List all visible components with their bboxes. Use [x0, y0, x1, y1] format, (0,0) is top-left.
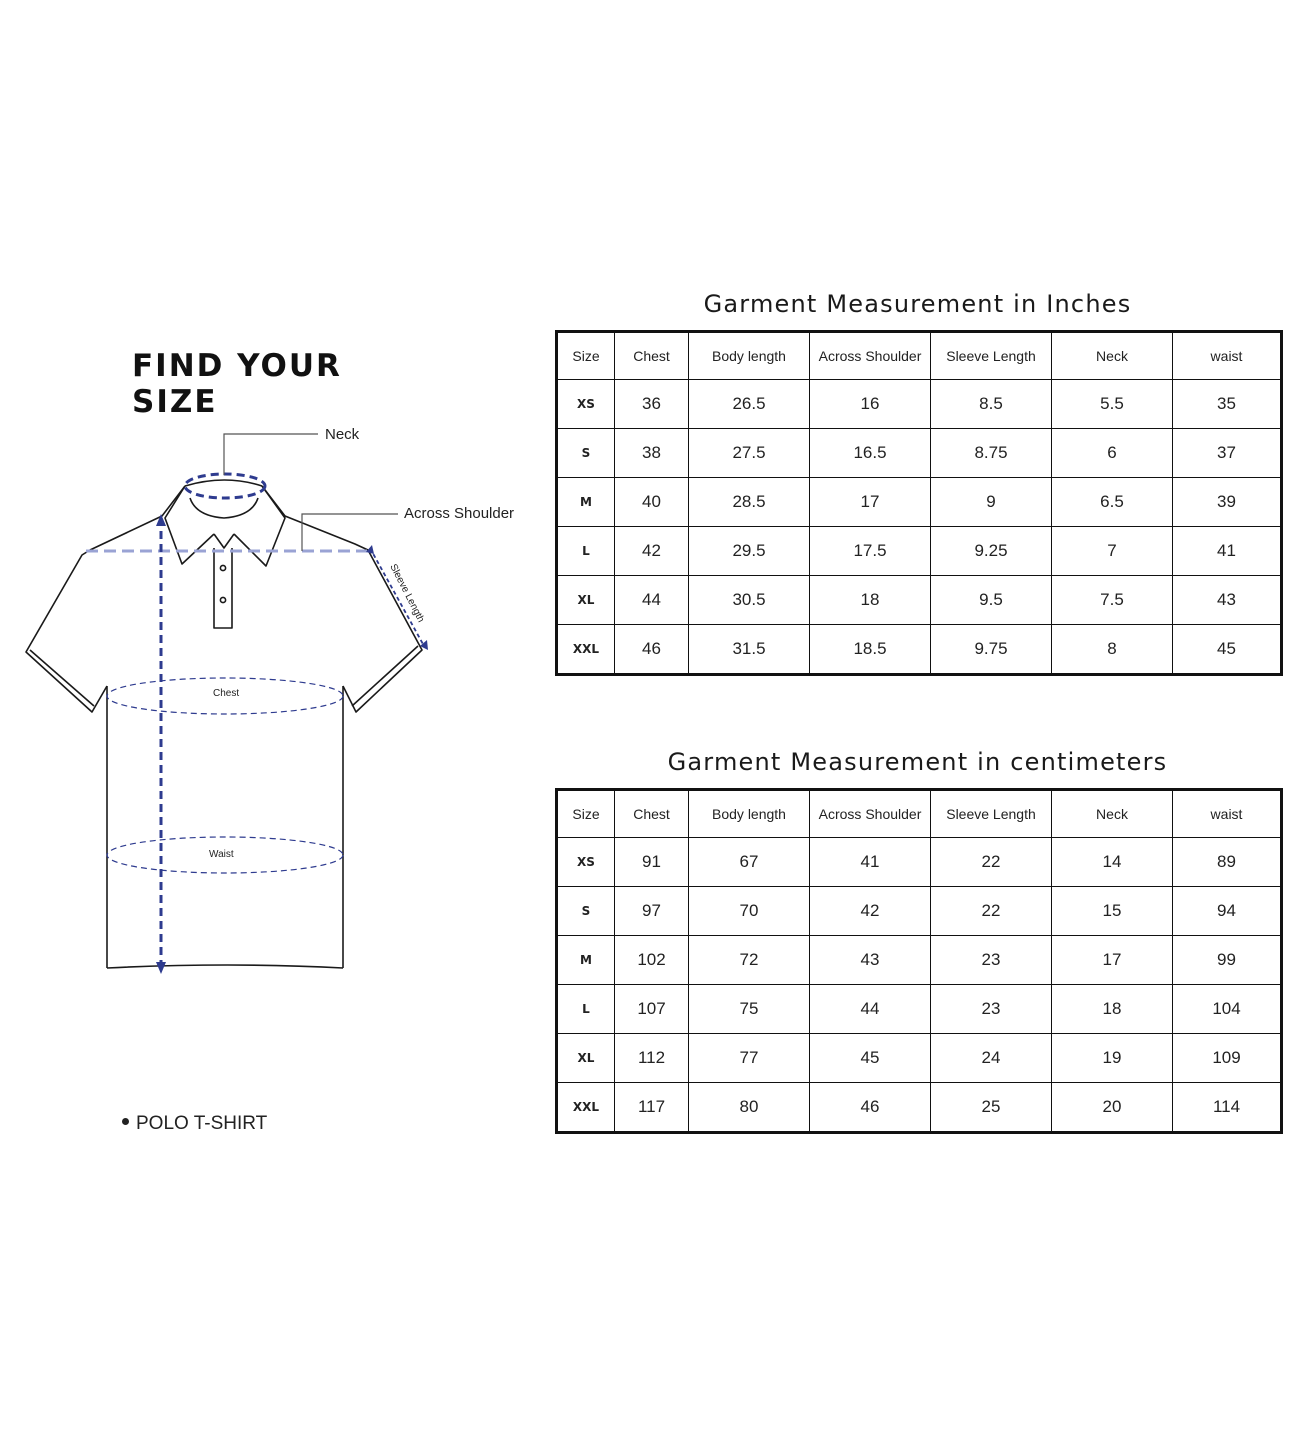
neck-cell: 7 [1052, 527, 1173, 576]
across-shoulder-cell: 41 [810, 838, 931, 887]
table-row [557, 625, 1282, 675]
sleeve-length-cell: 8.75 [931, 429, 1052, 478]
neck-cell: 14 [1052, 838, 1173, 887]
waist-cell: 41 [1173, 527, 1282, 576]
chest-cell: 40 [615, 478, 689, 527]
body-length-cell: 72 [689, 936, 810, 985]
column-header-sleeve-length: Sleeve Length [931, 332, 1052, 380]
size-cell: L [557, 527, 615, 576]
across-shoulder-label: Across Shoulder [404, 505, 515, 522]
column-header-neck: Neck [1052, 790, 1173, 838]
body-length-cell: 30.5 [689, 576, 810, 625]
inches-table-title: Garment Measurement in Inches [703, 290, 1132, 318]
column-header-waist: waist [1173, 790, 1282, 838]
body-length-cell: 80 [689, 1083, 810, 1133]
sleeve-length-cell: 9.25 [931, 527, 1052, 576]
sleeve-length-cell: 25 [931, 1083, 1052, 1133]
sleeve-length-cell: 24 [931, 1034, 1052, 1083]
size-cell: L [557, 985, 615, 1034]
chest-cell: 36 [615, 380, 689, 429]
across-shoulder-cell: 17 [810, 478, 931, 527]
table-row [557, 429, 1282, 478]
column-header-neck: Neck [1052, 332, 1173, 380]
bullet-icon [122, 1118, 129, 1125]
size-cell: XXL [557, 625, 615, 675]
product-type-text: POLO T-SHIRT [136, 1113, 268, 1134]
waist-cell: 35 [1173, 380, 1282, 429]
inches-size-table [555, 330, 1283, 676]
chest-cell: 112 [615, 1034, 689, 1083]
column-header-across-shoulder: Across Shoulder [810, 332, 931, 380]
across-shoulder-cell: 16.5 [810, 429, 931, 478]
table-row [557, 527, 1282, 576]
table-row [557, 887, 1282, 936]
across-shoulder-cell: 45 [810, 1034, 931, 1083]
table-header-row [557, 332, 1282, 380]
neck-cell: 7.5 [1052, 576, 1173, 625]
across-shoulder-cell: 42 [810, 887, 931, 936]
chest-cell: 46 [615, 625, 689, 675]
neck-leader-line [224, 434, 318, 475]
body-length-cell: 28.5 [689, 478, 810, 527]
column-header-chest: Chest [615, 790, 689, 838]
across-shoulder-cell: 46 [810, 1083, 931, 1133]
chest-cell: 107 [615, 985, 689, 1034]
page-title: FIND YOUR SIZE [132, 348, 342, 420]
neck-cell: 19 [1052, 1034, 1173, 1083]
sleeve-length-cell: 9.75 [931, 625, 1052, 675]
inches-table-block [555, 290, 1280, 676]
body-length-cell: 26.5 [689, 380, 810, 429]
table-row [557, 985, 1282, 1034]
column-header-body-length: Body length [689, 332, 810, 380]
cm-table-block [555, 748, 1280, 1134]
waist-cell: 45 [1173, 625, 1282, 675]
neck-cell: 20 [1052, 1083, 1173, 1133]
waist-cell: 109 [1173, 1034, 1282, 1083]
neck-cell: 17 [1052, 936, 1173, 985]
table-row [557, 380, 1282, 429]
column-header-body-length: Body length [689, 790, 810, 838]
size-cell: M [557, 936, 615, 985]
size-cell: XS [557, 380, 615, 429]
size-cell: XL [557, 1034, 615, 1083]
body-length-cell: 29.5 [689, 527, 810, 576]
body-length-cell: 27.5 [689, 429, 810, 478]
waist-cell: 94 [1173, 887, 1282, 936]
waist-cell: 89 [1173, 838, 1282, 887]
column-header-size: Size [557, 332, 615, 380]
sleeve-length-cell: 9.5 [931, 576, 1052, 625]
size-cell: S [557, 887, 615, 936]
body-length-cell: 67 [689, 838, 810, 887]
neck-cell: 15 [1052, 887, 1173, 936]
neck-cell: 5.5 [1052, 380, 1173, 429]
shirt-outline [26, 480, 422, 968]
chest-cell: 42 [615, 527, 689, 576]
table-row [557, 838, 1282, 887]
column-header-size: Size [557, 790, 615, 838]
neck-cell: 18 [1052, 985, 1173, 1034]
waist-cell: 104 [1173, 985, 1282, 1034]
column-header-sleeve-length: Sleeve Length [931, 790, 1052, 838]
polo-shirt-diagram [0, 415, 540, 995]
product-type-label [122, 1113, 267, 1135]
shoulder-leader-line [302, 514, 398, 551]
neck-label: Neck [325, 426, 360, 443]
waist-cell: 99 [1173, 936, 1282, 985]
chest-cell: 97 [615, 887, 689, 936]
neck-cell: 6 [1052, 429, 1173, 478]
sleeve-length-cell: 23 [931, 985, 1052, 1034]
column-header-across-shoulder: Across Shoulder [810, 790, 931, 838]
across-shoulder-cell: 43 [810, 936, 931, 985]
body-length-cell: 77 [689, 1034, 810, 1083]
neck-cell: 6.5 [1052, 478, 1173, 527]
size-cell: S [557, 429, 615, 478]
chest-cell: 102 [615, 936, 689, 985]
column-header-waist: waist [1173, 332, 1282, 380]
table-header-row [557, 790, 1282, 838]
size-cell: XS [557, 838, 615, 887]
sleeve-length-cell: 8.5 [931, 380, 1052, 429]
cm-table-title: Garment Measurement in centimeters [667, 748, 1168, 776]
table-row [557, 936, 1282, 985]
body-length-cell: 31.5 [689, 625, 810, 675]
chest-label: Chest [213, 688, 240, 699]
waist-label: Waist [209, 849, 234, 860]
across-shoulder-cell: 18.5 [810, 625, 931, 675]
across-shoulder-cell: 44 [810, 985, 931, 1034]
chest-cell: 44 [615, 576, 689, 625]
table-row [557, 478, 1282, 527]
neck-measure-line [185, 474, 265, 498]
chest-cell: 38 [615, 429, 689, 478]
sleeve-length-label: Sleeve Length [387, 562, 427, 625]
across-shoulder-cell: 16 [810, 380, 931, 429]
across-shoulder-cell: 18 [810, 576, 931, 625]
body-length-cell: 70 [689, 887, 810, 936]
table-row [557, 1083, 1282, 1133]
sleeve-length-cell: 22 [931, 838, 1052, 887]
size-cell: XL [557, 576, 615, 625]
table-row [557, 1034, 1282, 1083]
size-cell: XXL [557, 1083, 615, 1133]
chest-cell: 117 [615, 1083, 689, 1133]
cm-size-table [555, 788, 1283, 1134]
sleeve-length-cell: 23 [931, 936, 1052, 985]
column-header-chest: Chest [615, 332, 689, 380]
waist-cell: 114 [1173, 1083, 1282, 1133]
chest-cell: 91 [615, 838, 689, 887]
waist-cell: 37 [1173, 429, 1282, 478]
waist-cell: 39 [1173, 478, 1282, 527]
neck-cell: 8 [1052, 625, 1173, 675]
waist-cell: 43 [1173, 576, 1282, 625]
table-row [557, 576, 1282, 625]
sleeve-length-cell: 9 [931, 478, 1052, 527]
body-length-cell: 75 [689, 985, 810, 1034]
size-cell: M [557, 478, 615, 527]
across-shoulder-cell: 17.5 [810, 527, 931, 576]
sleeve-length-cell: 22 [931, 887, 1052, 936]
